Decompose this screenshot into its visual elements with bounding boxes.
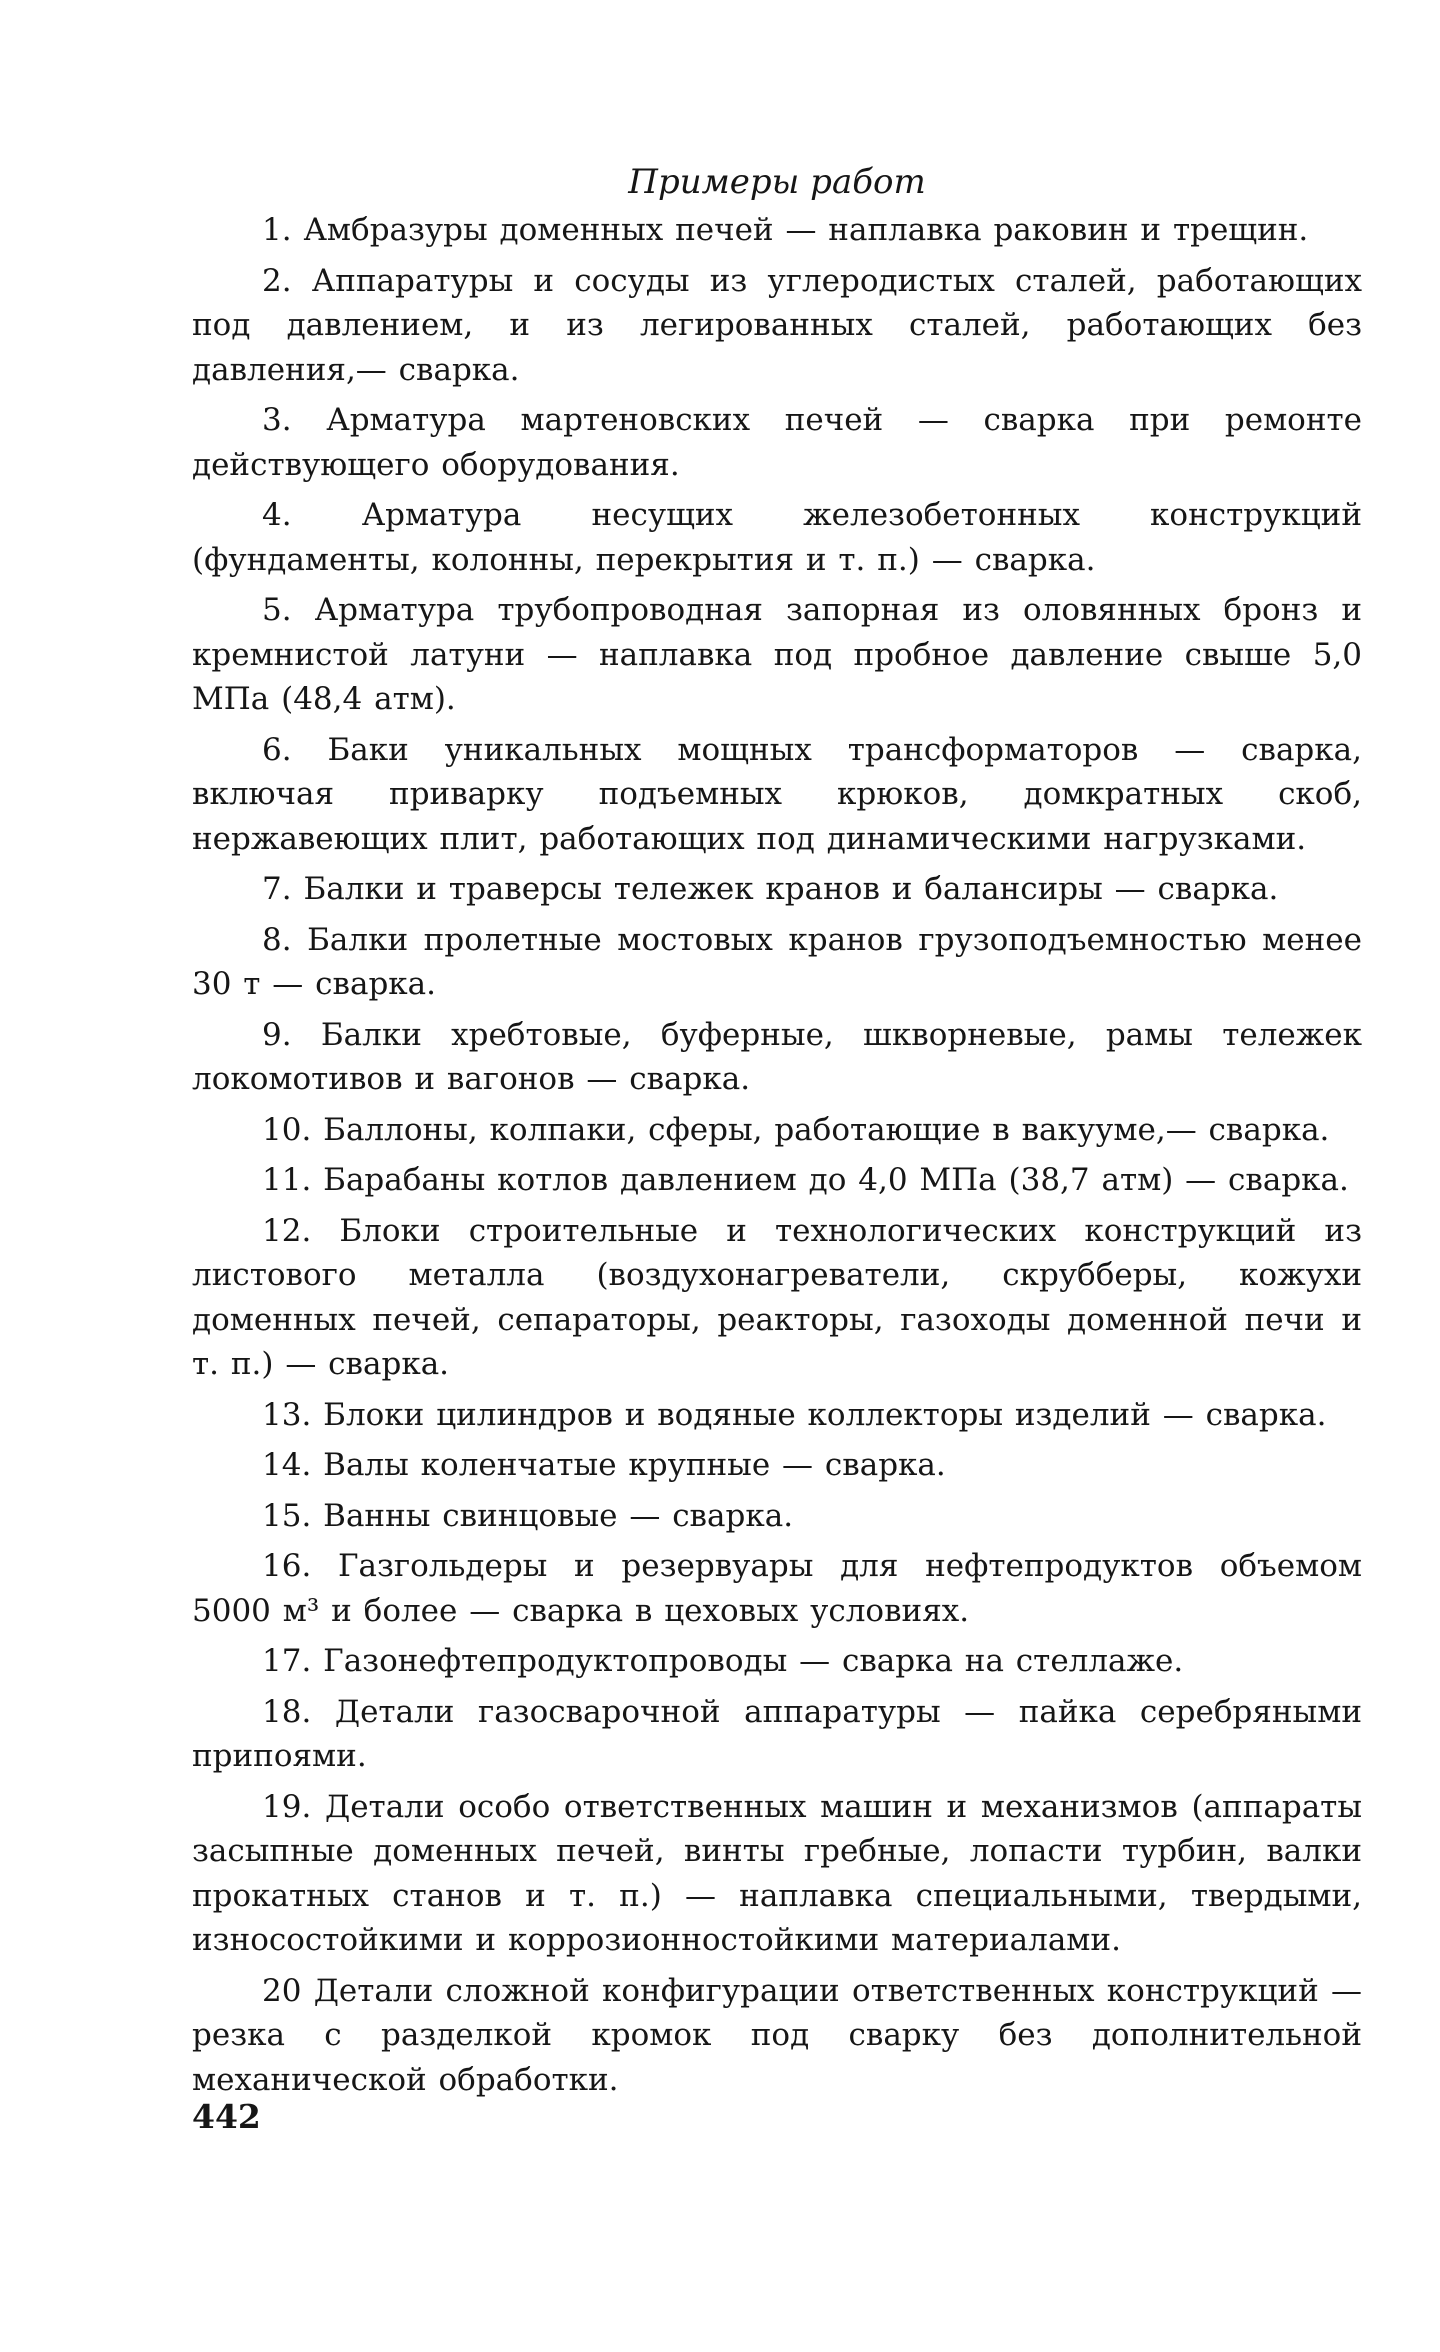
item-number: 7. [262, 871, 292, 907]
item-number: 6. [262, 731, 292, 768]
list-item [192, 493, 1362, 582]
item-text: Амбразуры доменных печей — наплавка раковин и трещин. [303, 212, 1309, 248]
section-heading: Примеры работ [628, 162, 926, 202]
item-number: 14. [262, 1447, 312, 1483]
item-text: Балки пролетные мостовых кранов грузоподъемностью менее 30 т — сварка. [192, 921, 1362, 1002]
item-number: 1. [262, 212, 292, 248]
item-text: Аппаратуры и сосуды из углеродистых сталей, работающих под давлением, и из легированных сталей, работающих без давления,— сварка. [192, 262, 1362, 388]
item-number: 9. [262, 1016, 292, 1053]
item-text: Детали особо ответственных машин и механизмов (аппараты засыпные доменных печей, винты гребные, лопасти турбин, валки прокатных станов и т. п.) — наплавка специальными, твердыми, износостойкими и коррозионностойкими материалами. [192, 1788, 1362, 1958]
item-text: Детали газосварочной аппаратуры — пайка серебряными припоями. [192, 1693, 1363, 1774]
list-item [192, 867, 1362, 912]
item-number: 4. [262, 497, 292, 533]
list-item [192, 1544, 1362, 1633]
item-text: Ванны свинцовые — сварка. [323, 1497, 794, 1534]
item-text: Газгольдеры и резервуары для нефтепродуктов объемом 5000 м³ и более — сварка в цеховых условиях. [192, 1548, 1362, 1629]
list-item [192, 728, 1362, 862]
item-number: 13. [262, 1396, 312, 1433]
list-item [192, 1013, 1362, 1102]
item-number: 2. [262, 262, 292, 299]
item-text: Блоки строительные и технологических конструкций из листового металла (воздухонагреватели, скрубберы, кожухи доменных печей, сепараторы, реакторы, газоходы доменной печи и т. п.) — сварка. [192, 1212, 1362, 1382]
item-number: 15. [262, 1497, 312, 1534]
list-item [192, 1639, 1362, 1684]
item-number: 11. [262, 1162, 312, 1198]
item-number: 20 [262, 1972, 302, 2009]
list-item [192, 1690, 1362, 1779]
item-number: 10. [262, 1111, 312, 1148]
item-text: Баллоны, колпаки, сферы, работающие в вакууме,— сварка. [323, 1111, 1330, 1148]
list-item [192, 1969, 1362, 2103]
item-text: Барабаны котлов давлением до 4,0 МПа (38,7 атм) — сварка. [323, 1162, 1349, 1198]
item-text: Валы коленчатые крупные — сварка. [323, 1447, 946, 1483]
item-text: Арматура мартеновских печей — сварка при ремонте действующего оборудования. [192, 402, 1363, 483]
work-examples-list [192, 208, 1362, 2108]
item-text: Балки хребтовые, буферные, шкворневые, рамы тележек локомотивов и вагонов — сварка. [192, 1016, 1362, 1097]
page-number: 442 [192, 2097, 261, 2136]
item-number: 5. [262, 592, 292, 628]
list-item [192, 259, 1362, 393]
item-number: 8. [262, 921, 292, 958]
item-number: 3. [262, 402, 292, 438]
item-text: Балки и траверсы тележек кранов и балансиры — сварка. [303, 871, 1279, 907]
item-number: 12. [262, 1212, 312, 1249]
list-item [192, 1494, 1362, 1539]
item-number: 17. [262, 1643, 312, 1679]
item-text: Арматура трубопроводная запорная из оловянных бронз и кремнистой латуни — наплавка под пробное давление свыше 5,0 МПа (48,4 атм). [192, 592, 1362, 717]
item-text: Газонефтепродуктопроводы — сварка на стеллаже. [323, 1643, 1184, 1679]
item-text: Детали сложной конфигурации ответственных конструкций — резка с разделкой кромок под сварку без дополнительной механической обработки. [192, 1972, 1363, 2098]
list-item [192, 1393, 1362, 1438]
list-item [192, 1108, 1362, 1153]
list-item [192, 918, 1362, 1007]
item-text: Блоки цилиндров и водяные коллекторы изделий — сварка. [323, 1396, 1327, 1433]
list-item [192, 1443, 1362, 1488]
list-item [192, 1158, 1362, 1203]
item-text: Баки уникальных мощных трансформаторов — сварка, включая приварку подъемных крюков, домкратных скоб, нержавеющих плит, работающих под динамическими нагрузками. [192, 731, 1362, 857]
list-item [192, 1785, 1362, 1963]
item-text: Арматура несущих железобетонных конструкций (фундаменты, колонны, перекрытия и т. п.) — сварка. [192, 497, 1362, 578]
list-item [192, 398, 1362, 487]
item-number: 18. [262, 1693, 312, 1730]
item-number: 16. [262, 1548, 312, 1584]
list-item [192, 588, 1362, 722]
list-item [192, 1209, 1362, 1387]
list-item [192, 208, 1362, 253]
item-number: 19. [262, 1788, 312, 1825]
